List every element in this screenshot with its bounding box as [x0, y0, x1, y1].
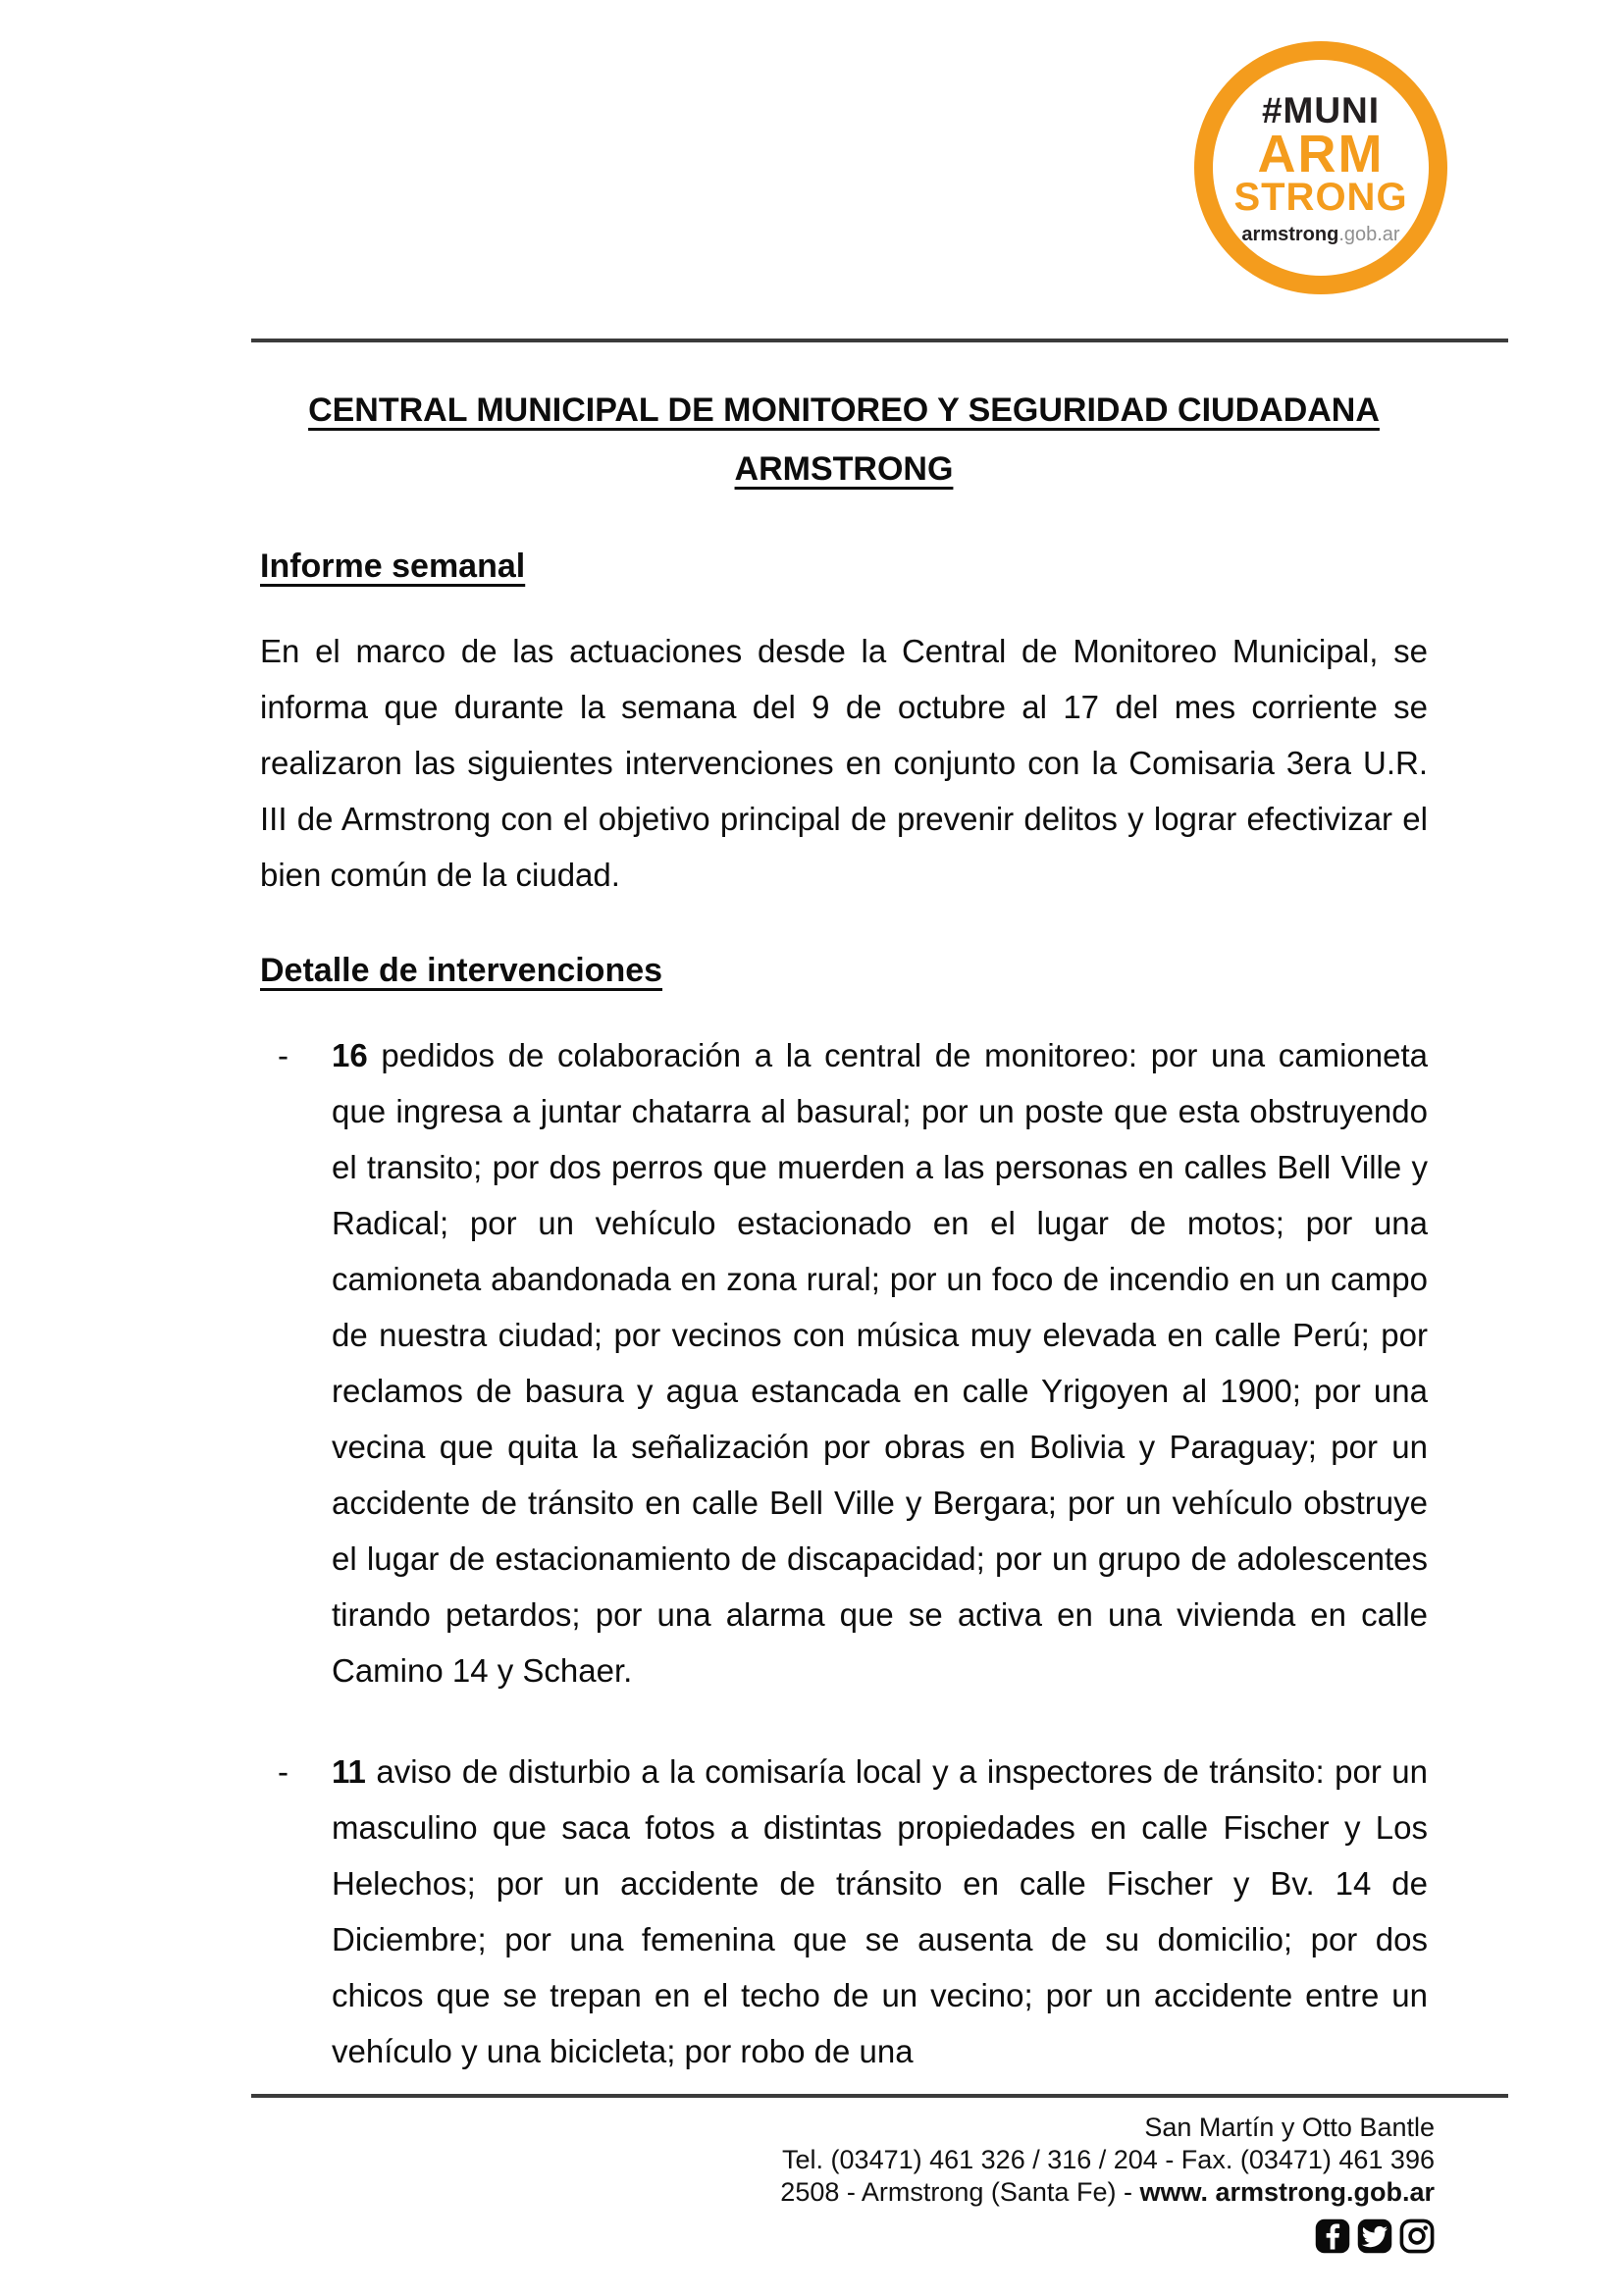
- informe-heading: Informe semanal: [260, 548, 526, 585]
- list-item-body: [332, 1744, 1428, 2079]
- footer-address: San Martín y Otto Bantle: [1144, 2113, 1435, 2142]
- logo-url-bold: armstrong: [1241, 223, 1339, 245]
- instagram-icon[interactable]: [1399, 2218, 1435, 2254]
- footer: [780, 2112, 1435, 2254]
- item-text: aviso de disturbio a la comisaría local y a inspectores de tránsito: por un masculino que saca fotos a distintas propiedades en calle Fischer y Los Helechos; por un accidente de tránsito en calle Fischer y Bv. 14 de Diciembre; por una femenina que se ausenta de su domicilio; por dos chicos que se trepan en el techo de un vecino; por un accidente entre un vehículo y una bicicleta; por robo de una: [332, 1753, 1429, 2069]
- item-text: pedidos de colaboración a la central de monitoreo: por una camioneta que ingresa a juntar chatarra al basural; por un poste que esta obstruyendo el transito; por dos perros que muerden a las personas en calles Bell Ville y Radical; por un vehículo estacionado en el lugar de motos; por una camioneta abandonada en zona rural; por un foco de incendio en un campo de nuestra ciudad; por vecinos con música muy elevada en calle Perú; por reclamos de basura y agua estancada en calle Yrigoyen al 1900; por una vecina que quita la señalización por obras en Bolivia y Paraguay; por un accidente de tránsito en calle Bell Ville y Bergara; por un vehículo obstruye el lugar de estacionamiento de discapacidad; por un grupo de adolescentes tirando petardos; por una alarma que se activa en una vivienda en calle Camino 14 y Schaer.: [332, 1037, 1428, 1689]
- social-icons: [780, 2218, 1435, 2254]
- footer-city: 2508 - Armstrong (Santa Fe) -: [780, 2177, 1140, 2207]
- footer-city-website: [780, 2176, 1435, 2209]
- logo-url-text: [1241, 224, 1399, 245]
- interventions-list: [260, 1027, 1428, 2079]
- item-number: 16: [332, 1037, 368, 1073]
- title-line-1: CENTRAL MUNICIPAL DE MONITOREO Y SEGURIDAD CIUDADANA: [308, 391, 1380, 429]
- bullet-marker: -: [278, 1037, 288, 1073]
- intro-paragraph: En el marco de las actuaciones desde la Central de Monitoreo Municipal, se informa que durante la semana del 9 de octubre al 17 del mes corriente se realizaron las siguientes intervenciones en conjunto con la Comisaria 3era U.R. III de Armstrong con el objetivo principal de prevenir delitos y lograr efectivizar el bien común de la ciudad.: [260, 633, 1428, 893]
- detalle-heading: Detalle de intervenciones: [260, 952, 663, 989]
- document-body: [260, 381, 1428, 2079]
- municipal-logo: [1194, 41, 1447, 294]
- logo-arm-text: ARM: [1257, 124, 1385, 183]
- item-number: 11: [332, 1753, 366, 1790]
- logo-hashtag-text: #MUNI: [1261, 89, 1381, 130]
- logo-strong-text: STRONG: [1233, 175, 1408, 219]
- list-item-body: [332, 1027, 1428, 1698]
- list-item: [260, 1027, 1428, 1698]
- document-title: [260, 381, 1428, 498]
- footer-website-url: www. armstrong.gob.ar: [1139, 2177, 1435, 2207]
- footer-phone: Tel. (03471) 461 326 / 316 / 204 - Fax. (03471) 461 396: [782, 2145, 1435, 2174]
- bullet-marker: -: [278, 1753, 288, 1790]
- facebook-icon[interactable]: [1315, 2218, 1350, 2254]
- list-item: [260, 1744, 1428, 2079]
- logo-url-rest: .gob.ar: [1338, 223, 1400, 245]
- title-line-2: ARMSTRONG: [734, 450, 954, 488]
- header-divider: [251, 339, 1508, 342]
- footer-divider: [251, 2094, 1508, 2098]
- twitter-icon[interactable]: [1357, 2218, 1392, 2254]
